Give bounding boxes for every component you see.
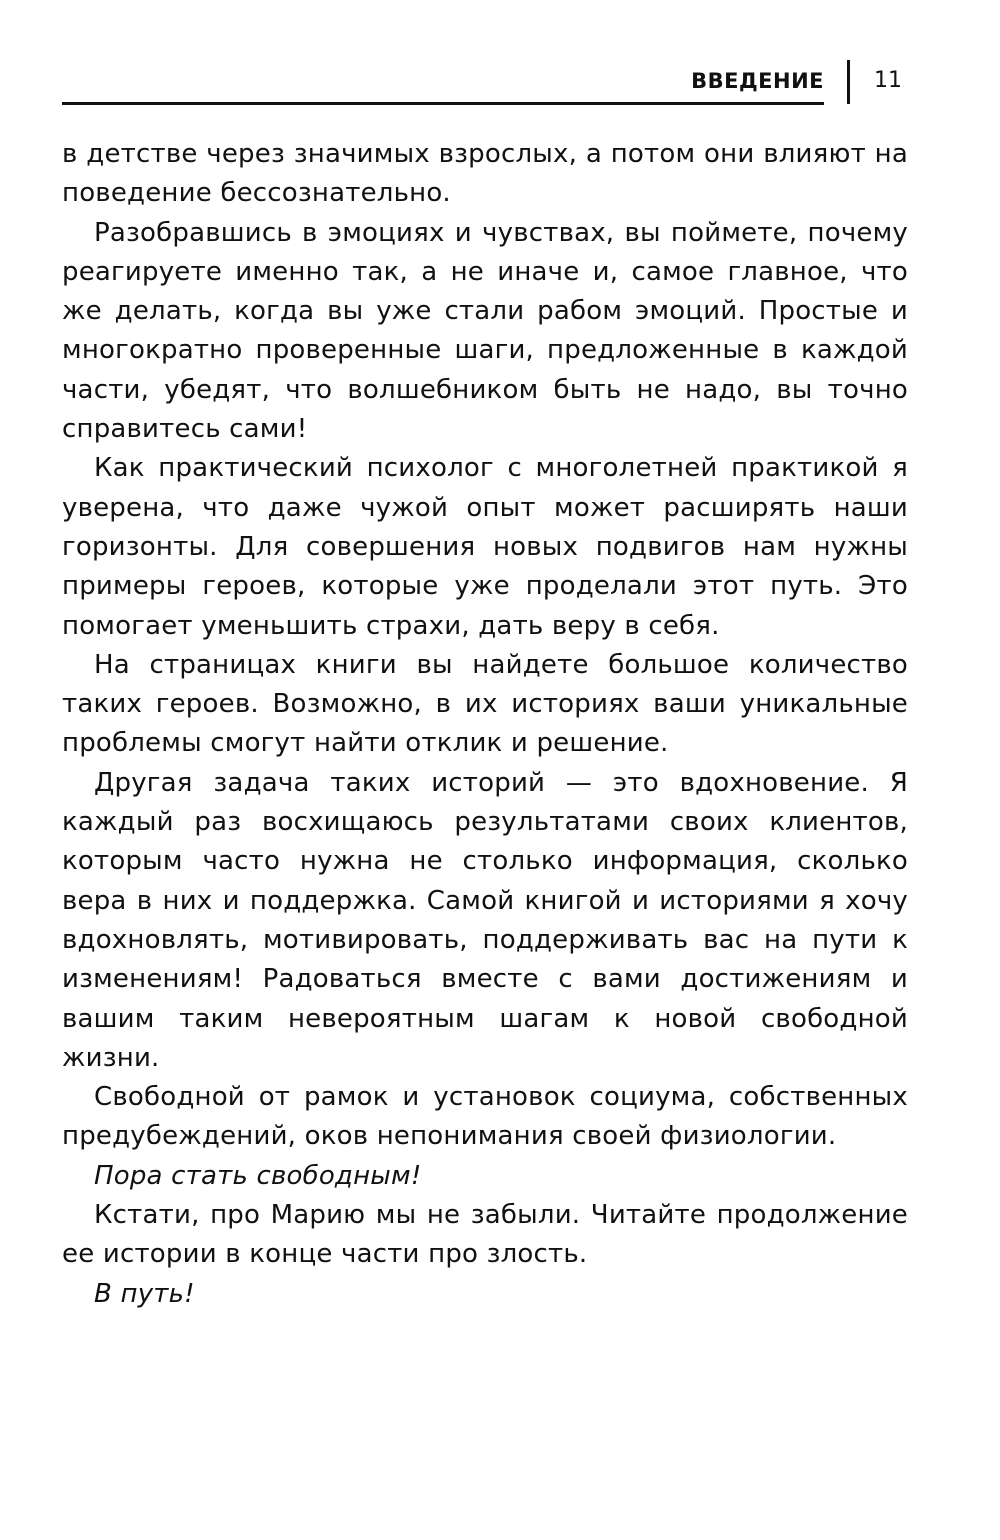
page-number: 11 — [874, 68, 902, 93]
paragraph-inspiration: Другая задача таких историй — это вдохновение. Я каждый раз восхищаюсь результатами своих клиентов, которым часто нужна не столько информация, сколько вера в них и поддержка. Самой книгой и историями я хочу вдохновлять, мотивировать, поддерживать вас на пути к изменениям! Радоваться вместе с вами достижениям и вашим таким невероятным шагам к новой свободной жизни. — [62, 767, 908, 1073]
running-header — [62, 58, 912, 108]
paragraph-be-free: Пора стать свободным! — [94, 1160, 422, 1191]
paragraph-heroes: На страницах книги вы найдете большое количество таких героев. Возможно, в их историях ваши уникальные проблемы смогут найти отклик и решение. — [62, 649, 908, 759]
paragraph-psychologist: Как практический психолог с многолетней практикой я уверена, что даже чужой опыт может расширять наши горизонты. Для совершения новых подвигов нам нужны примеры героев, которые уже проделали этот путь. Это помогает уменьшить страхи, дать веру в себя. — [62, 453, 908, 641]
paragraph-maria: Кстати, про Марию мы не забыли. Читайте продолжение ее истории в конце части про злость. — [62, 1200, 908, 1270]
paragraph-on-the-way: В путь! — [94, 1278, 195, 1309]
page-body — [62, 135, 908, 1314]
paragraph-freedom: Свободной от рамок и установок социума, собственных предубеждений, оков непонимания своей физиологии. — [62, 1082, 908, 1152]
section-title: ВВЕДЕНИЕ — [691, 69, 824, 93]
paragraph-emotions: Разобравшись в эмоциях и чувствах, вы поймете, почему реагируете именно так, а не иначе и, самое главное, что же делать, когда вы уже стали рабом эмоций. Простые и многократно проверенные шаги, предложенные в каждой части, убедят, что волшебником быть не надо, вы точно справитесь сами! — [62, 217, 908, 445]
header-separator — [847, 60, 850, 104]
paragraph-continuation: в детстве через значимых взрослых, а потом они влияют на поведение бессознательно. — [62, 139, 908, 209]
header-rule — [62, 102, 824, 105]
